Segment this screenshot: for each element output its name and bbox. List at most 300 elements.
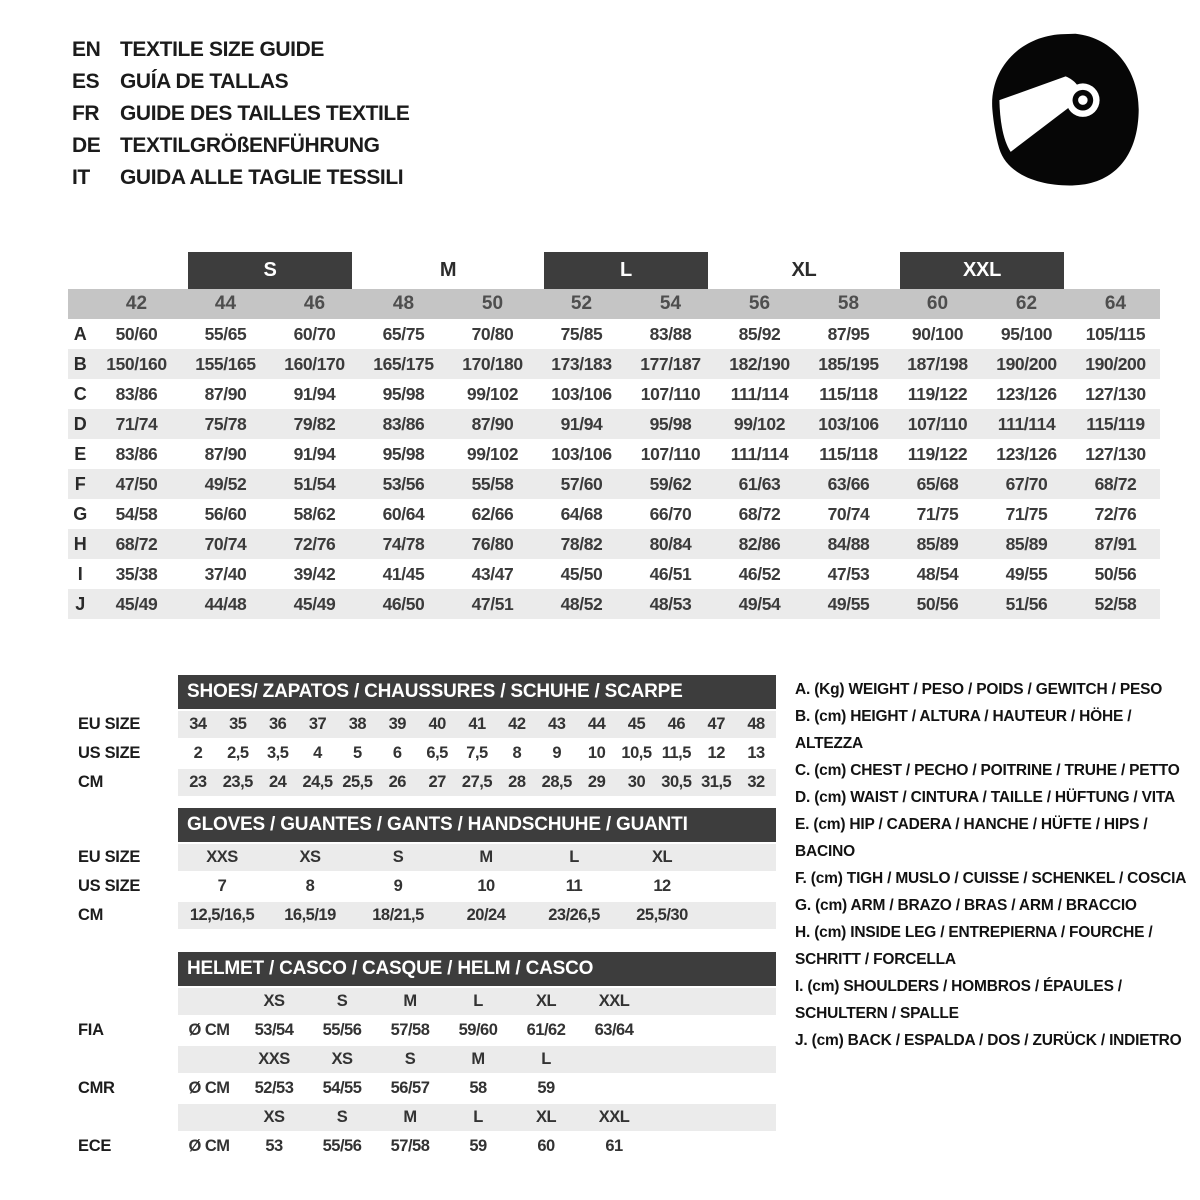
measure-value: 111/114 xyxy=(997,413,1056,434)
size-value: 12 xyxy=(653,877,671,895)
measure-value: 79/82 xyxy=(293,413,336,434)
standard-label: FIA xyxy=(78,1021,104,1039)
language-code: ES xyxy=(72,70,100,93)
row-values xyxy=(178,740,776,767)
measure-value: 46/50 xyxy=(382,593,425,614)
shoes-rows-2 xyxy=(60,769,776,796)
size-value: 39 xyxy=(388,715,406,733)
row-label-spacer xyxy=(60,988,178,1015)
measure-value: 66/70 xyxy=(649,503,692,524)
measure-value: 48/53 xyxy=(649,593,692,614)
helmet-size-value: 53 xyxy=(265,1137,283,1155)
size-value: 45 xyxy=(627,715,646,733)
measure-value: 71/74 xyxy=(115,413,158,434)
numeric-size: 54 xyxy=(659,293,682,314)
measure-value: 84/88 xyxy=(827,533,870,554)
row-letter: E xyxy=(74,443,86,464)
size-value: 11 xyxy=(565,877,583,895)
measure-value: 48/54 xyxy=(916,563,959,584)
size-value: 3,5 xyxy=(266,744,289,762)
size-value: 35 xyxy=(229,715,247,733)
helmet-sizes-row xyxy=(60,1104,776,1131)
row-label-spacer xyxy=(60,1046,178,1073)
measure-value: 47/50 xyxy=(115,473,158,494)
helmet-values xyxy=(178,1075,776,1102)
helmet-rows xyxy=(60,988,776,1160)
size-value: 6,5 xyxy=(426,744,448,762)
helmet-size-value: 55/56 xyxy=(322,1021,362,1039)
gloves-rows-0 xyxy=(60,844,776,871)
title-spacer xyxy=(60,808,178,842)
measure-value: 99/102 xyxy=(466,383,519,404)
measure-value: 76/80 xyxy=(471,533,514,554)
helmet-size-label: XL xyxy=(535,992,557,1010)
helmet-size-label: S xyxy=(336,1108,348,1126)
size-value: 7 xyxy=(217,877,227,895)
language-row xyxy=(72,162,409,194)
size-value: 31,5 xyxy=(701,773,732,791)
measure-value: 150/160 xyxy=(106,353,167,374)
numeric-size: 42 xyxy=(125,293,148,314)
legend-item: F. (cm) TIGH / MUSLO / CUISSE / SCHENKEL / COSCIA xyxy=(795,870,1187,887)
numeric-size: 52 xyxy=(570,293,593,314)
size-value: 26 xyxy=(388,773,406,791)
row-letter: A xyxy=(73,323,87,344)
helmet-size-value: 55/56 xyxy=(322,1137,362,1155)
helmet-size-value: 53/54 xyxy=(254,1021,294,1039)
measure-value: 50/56 xyxy=(916,593,959,614)
measure-value: 127/130 xyxy=(1085,383,1146,404)
measure-value: 43/47 xyxy=(471,563,514,584)
legend-item: A. (Kg) WEIGHT / PESO / POIDS / GEWITCH / PESO xyxy=(795,681,1163,698)
measure-value: 115/119 xyxy=(1086,413,1145,434)
size-value: 16,5/19 xyxy=(284,906,336,924)
size-value: 44 xyxy=(587,715,606,733)
row-letter: J xyxy=(75,593,85,614)
measure-value: 91/94 xyxy=(560,413,603,434)
size-value: 9 xyxy=(393,877,403,895)
numeric-size: 46 xyxy=(303,293,326,314)
helmet-size-label: XXS xyxy=(258,1050,290,1068)
measure-value: 87/91 xyxy=(1094,533,1137,554)
helmet-values xyxy=(178,1133,776,1160)
measure-value: 83/86 xyxy=(115,383,158,404)
measurement-legend xyxy=(795,676,1187,1054)
measure-row-f xyxy=(68,469,1160,499)
numeric-size: 64 xyxy=(1104,293,1127,314)
gloves-rows-1 xyxy=(60,873,776,900)
measure-value: 95/98 xyxy=(382,443,425,464)
language-row xyxy=(72,130,409,162)
row-letter: D xyxy=(73,413,87,434)
measure-value: 35/38 xyxy=(115,563,158,584)
language-row xyxy=(72,34,409,66)
helmet-size-label: XS xyxy=(263,1108,285,1126)
language-list xyxy=(72,34,409,194)
measure-value: 65/75 xyxy=(382,323,425,344)
numeric-size: 50 xyxy=(481,293,504,314)
language-row xyxy=(72,66,409,98)
helmet-size-label: M xyxy=(403,992,417,1010)
helmet-size-value: 57/58 xyxy=(390,1021,430,1039)
size-value: 20/24 xyxy=(466,906,506,924)
measure-value: 87/95 xyxy=(827,323,870,344)
measure-value: 85/92 xyxy=(738,323,781,344)
row-letter: B xyxy=(73,353,87,374)
helmet-size-label: XXL xyxy=(598,1108,630,1126)
measure-value: 127/130 xyxy=(1085,443,1146,464)
gloves-title-bar: GLOVES / GUANTES / GANTS / HANDSCHUHE / GUANTI xyxy=(178,808,776,842)
size-value: 48 xyxy=(747,715,765,733)
size-value: 27,5 xyxy=(461,773,493,791)
helmet-size-value: 52/53 xyxy=(254,1079,294,1097)
helmet-size-value: 56/57 xyxy=(390,1079,430,1097)
measure-value: 119/122 xyxy=(907,383,968,404)
measure-value: 49/54 xyxy=(738,593,781,614)
size-value: 18/21,5 xyxy=(372,906,424,924)
size-value: 10,5 xyxy=(621,744,652,762)
helmet-size-value: 60 xyxy=(537,1137,555,1155)
size-value: 42 xyxy=(508,715,526,733)
measure-value: 95/100 xyxy=(1000,323,1053,344)
measure-value: 119/122 xyxy=(907,443,968,464)
helmet-size-value: 61 xyxy=(605,1137,623,1155)
row-letter: F xyxy=(74,473,86,494)
measure-value: 173/183 xyxy=(551,353,612,374)
helmet-sizes xyxy=(178,1104,776,1131)
measure-value: 56/60 xyxy=(204,503,247,524)
size-value: 8 xyxy=(305,877,315,895)
measure-value: 91/94 xyxy=(293,383,336,404)
size-value: 38 xyxy=(348,715,367,733)
standard-label: CMR xyxy=(78,1079,115,1097)
size-value: 8 xyxy=(512,744,522,762)
size-value: 30,5 xyxy=(661,773,692,791)
helmet-size-label: XS xyxy=(263,992,285,1010)
measure-value: 111/114 xyxy=(730,443,789,464)
helmet-size-label: XXL xyxy=(598,992,630,1010)
measure-value: 105/115 xyxy=(1085,323,1146,344)
measure-value: 59/62 xyxy=(649,473,692,494)
measure-value: 103/106 xyxy=(551,383,612,404)
size-value: 7,5 xyxy=(466,744,488,762)
measure-value: 49/55 xyxy=(1005,563,1048,584)
row-values xyxy=(178,902,776,929)
size-value: 28,5 xyxy=(541,773,572,791)
size-value: 10 xyxy=(587,744,606,762)
size-group-label-s: S xyxy=(188,252,352,289)
helmet-size-value: 59/60 xyxy=(458,1021,498,1039)
row-label-spacer xyxy=(60,1104,178,1131)
measure-row-e xyxy=(68,439,1160,469)
size-value: 5 xyxy=(353,744,362,762)
measure-value: 68/72 xyxy=(738,503,781,524)
textile-size-table xyxy=(68,252,1160,619)
measure-value: 70/80 xyxy=(471,323,514,344)
size-group-label-l: L xyxy=(544,252,708,289)
row-label: CM xyxy=(78,773,104,791)
measure-value: 58/62 xyxy=(293,503,336,524)
helmet-table xyxy=(60,952,776,1160)
diameter-unit: Ø CM xyxy=(188,1021,230,1039)
size-group-label-m: M xyxy=(439,259,457,281)
legend-item: J. (cm) BACK / ESPALDA / DOS / ZURÜCK / INDIETRO xyxy=(795,1032,1182,1049)
size-group-label-xl: XL xyxy=(791,259,817,281)
measure-value: 41/45 xyxy=(382,563,425,584)
measure-value: 50/56 xyxy=(1094,563,1137,584)
measure-value: 55/65 xyxy=(204,323,247,344)
row-values xyxy=(178,769,776,796)
shoes-table xyxy=(60,675,776,796)
measure-value: 70/74 xyxy=(827,503,870,524)
size-value: 23 xyxy=(189,773,207,791)
measure-value: 91/94 xyxy=(293,443,336,464)
helmet-sizes xyxy=(178,1046,776,1073)
diameter-unit: Ø CM xyxy=(188,1137,230,1155)
size-value: XS xyxy=(299,848,321,866)
measure-value: 83/86 xyxy=(115,443,158,464)
numeric-size: 58 xyxy=(837,293,860,314)
measure-value: 57/60 xyxy=(560,473,603,494)
size-value: 47 xyxy=(707,715,725,733)
measure-value: 103/106 xyxy=(551,443,612,464)
language-code: EN xyxy=(72,38,101,61)
helmet-title-row xyxy=(60,952,776,986)
helmet-size-label: L xyxy=(541,1050,551,1068)
measure-value: 65/68 xyxy=(916,473,959,494)
size-value: 37 xyxy=(308,715,327,733)
row-values xyxy=(178,844,776,871)
measure-value: 44/48 xyxy=(204,593,247,614)
accessory-tables xyxy=(60,675,776,1160)
measure-value: 75/85 xyxy=(560,323,603,344)
measure-value: 99/102 xyxy=(733,413,786,434)
measure-row-h xyxy=(68,529,1160,559)
shoes-rows-0 xyxy=(60,711,776,738)
measure-value: 170/180 xyxy=(462,353,523,374)
legend-item: I. (cm) SHOULDERS / HOMBROS / ÉPAULES / SCHULTERN / SPALLE xyxy=(795,978,1122,1022)
helmet-size-label: M xyxy=(403,1108,417,1126)
helmet-size-label: XS xyxy=(331,1050,353,1068)
gloves-title-row xyxy=(60,808,776,842)
size-value: 25,5 xyxy=(342,773,373,791)
size-value: 12,5/16,5 xyxy=(189,906,255,924)
measure-value: 107/110 xyxy=(640,443,701,464)
measure-value: 190/200 xyxy=(996,353,1057,374)
helmet-size-label: S xyxy=(404,1050,416,1068)
size-value: 2 xyxy=(193,744,203,762)
helmet-sizes-row xyxy=(60,1046,776,1073)
measure-value: 123/126 xyxy=(996,443,1057,464)
size-value: 30 xyxy=(627,773,646,791)
size-value: 10 xyxy=(477,877,495,895)
measure-row-j xyxy=(68,589,1160,619)
row-letter: H xyxy=(73,533,87,554)
helmet-size-label: L xyxy=(473,992,483,1010)
measure-value: 103/106 xyxy=(818,413,879,434)
size-value: 23,5 xyxy=(222,773,253,791)
row-letter: G xyxy=(73,503,87,524)
measure-row-i xyxy=(68,559,1160,589)
measure-value: 68/72 xyxy=(1094,473,1137,494)
numeric-size: 56 xyxy=(748,293,771,314)
language-row xyxy=(72,98,409,130)
measure-value: 68/72 xyxy=(115,533,158,554)
measure-value: 52/58 xyxy=(1094,593,1137,614)
measure-value: 123/126 xyxy=(996,383,1057,404)
measure-value: 155/165 xyxy=(195,353,256,374)
helmet-values-row-cmr xyxy=(60,1075,776,1102)
size-value: 36 xyxy=(268,715,287,733)
measure-value: 83/86 xyxy=(382,413,425,434)
legend-list xyxy=(795,676,1187,1054)
size-value: 34 xyxy=(189,715,207,733)
legend-item: G. (cm) ARM / BRAZO / BRAS / ARM / BRACCIO xyxy=(795,897,1137,914)
measure-value: 70/74 xyxy=(204,533,247,554)
size-value: 46 xyxy=(667,715,685,733)
measure-value: 60/70 xyxy=(293,323,336,344)
measure-value: 64/68 xyxy=(560,503,603,524)
shoes-rows-1 xyxy=(60,740,776,767)
gloves-rows xyxy=(60,844,776,929)
legend-item: C. (cm) CHEST / PECHO / POITRINE / TRUHE / PETTO xyxy=(795,762,1180,779)
measure-value: 51/54 xyxy=(293,473,336,494)
size-value: 41 xyxy=(468,715,486,733)
size-value: M xyxy=(479,848,493,866)
measure-value: 75/78 xyxy=(204,413,247,434)
measure-value: 185/195 xyxy=(818,353,879,374)
measure-value: 53/56 xyxy=(382,473,425,494)
size-value: 27 xyxy=(428,773,446,791)
size-value: 9 xyxy=(552,744,562,762)
numeric-size: 60 xyxy=(926,293,949,314)
measure-value: 72/76 xyxy=(293,533,336,554)
measure-value: 177/187 xyxy=(640,353,701,374)
size-value: 32 xyxy=(747,773,765,791)
measure-value: 46/51 xyxy=(649,563,692,584)
size-value: S xyxy=(392,848,404,866)
diameter-unit: Ø CM xyxy=(188,1079,230,1097)
size-value: 6 xyxy=(392,744,402,762)
helmet-size-label: S xyxy=(336,992,348,1010)
row-letter: I xyxy=(77,563,83,584)
helmet-size-value: 54/55 xyxy=(322,1079,362,1097)
helmet-sizes xyxy=(178,988,776,1015)
size-group-label-xxl: XXL xyxy=(900,252,1064,289)
helmet-values xyxy=(178,1017,776,1044)
measure-value: 60/64 xyxy=(382,503,425,524)
size-value: L xyxy=(569,848,579,866)
helmet-size-label: XL xyxy=(535,1108,557,1126)
size-value: 28 xyxy=(508,773,526,791)
title-spacer xyxy=(60,952,178,986)
measure-value: 95/98 xyxy=(382,383,425,404)
title-spacer xyxy=(60,675,178,709)
measure-value: 67/70 xyxy=(1005,473,1048,494)
measure-value: 182/190 xyxy=(729,353,790,374)
language-code: IT xyxy=(72,166,90,189)
size-value: 2,5 xyxy=(227,744,249,762)
shoes-title-row xyxy=(60,675,776,709)
helmet-size-label: L xyxy=(473,1108,483,1126)
language-title: TEXTILGRÖßENFÜHRUNG xyxy=(120,134,380,157)
measure-value: 190/200 xyxy=(1085,353,1146,374)
measure-value: 49/52 xyxy=(204,473,247,494)
size-value: 11,5 xyxy=(661,744,691,762)
measure-value: 90/100 xyxy=(911,323,964,344)
legend-item: H. (cm) INSIDE LEG / ENTREPIERNA / FOURCHE / SCHRITT / FORCELLA xyxy=(795,924,1153,968)
measure-value: 107/110 xyxy=(640,383,701,404)
helmet-size-value: 59 xyxy=(469,1137,487,1155)
measure-value: 115/118 xyxy=(819,383,878,404)
size-value: XL xyxy=(651,848,673,866)
helmet-values-row-ece xyxy=(60,1133,776,1160)
measure-value: 55/58 xyxy=(471,473,514,494)
measure-value: 83/88 xyxy=(649,323,692,344)
measure-value: 74/78 xyxy=(382,533,425,554)
measure-value: 111/114 xyxy=(730,383,789,404)
language-title: TEXTILE SIZE GUIDE xyxy=(120,38,324,61)
measure-value: 115/118 xyxy=(819,443,878,464)
measure-value: 46/52 xyxy=(738,563,781,584)
legend-item: D. (cm) WAIST / CINTURA / TAILLE / HÜFTUNG / VITA xyxy=(795,789,1175,806)
measure-value: 95/98 xyxy=(649,413,692,434)
measure-value: 62/66 xyxy=(471,503,514,524)
measure-value: 51/56 xyxy=(1005,593,1048,614)
measure-value: 50/60 xyxy=(115,323,158,344)
row-label: US SIZE xyxy=(78,744,141,762)
measure-value: 99/102 xyxy=(466,443,519,464)
gloves-rows-2 xyxy=(60,902,776,929)
row-label: EU SIZE xyxy=(78,715,141,733)
size-value: 25,5/30 xyxy=(636,906,688,924)
language-title: GUÍA DE TALLAS xyxy=(120,70,289,93)
standard-label: ECE xyxy=(78,1137,112,1155)
gloves-table xyxy=(60,808,776,929)
helmet-size-value: 57/58 xyxy=(390,1137,430,1155)
row-label: US SIZE xyxy=(78,877,141,895)
measure-value: 61/63 xyxy=(738,473,781,494)
helmet-values-row-fia xyxy=(60,1017,776,1044)
legend-item: B. (cm) HEIGHT / ALTURA / HAUTEUR / HÖHE / ALTEZZA xyxy=(795,708,1132,752)
measure-value: 87/90 xyxy=(204,383,247,404)
measure-value: 45/49 xyxy=(115,593,158,614)
measure-value: 54/58 xyxy=(115,503,158,524)
measure-value: 87/90 xyxy=(471,413,514,434)
measure-value: 71/75 xyxy=(1005,503,1048,524)
measure-row-g xyxy=(68,499,1160,529)
measure-value: 39/42 xyxy=(293,563,336,584)
helmet-size-value: 61/62 xyxy=(526,1021,566,1039)
size-value: 29 xyxy=(587,773,606,791)
measure-value: 82/86 xyxy=(738,533,781,554)
size-value: 23/26,5 xyxy=(548,906,600,924)
measure-value: 45/50 xyxy=(560,563,603,584)
measure-value: 48/52 xyxy=(560,593,603,614)
language-code: FR xyxy=(72,102,100,125)
measure-value: 47/53 xyxy=(827,563,870,584)
measure-rows xyxy=(68,319,1160,619)
size-value: 24 xyxy=(268,773,287,791)
size-value: 4 xyxy=(313,744,322,762)
numeric-size: 48 xyxy=(392,293,415,314)
helmet-sizes-row xyxy=(60,988,776,1015)
numeric-size: 62 xyxy=(1015,293,1038,314)
measure-value: 187/198 xyxy=(907,353,968,374)
helmet-icon xyxy=(982,28,1146,192)
measure-row-d xyxy=(68,409,1160,439)
language-code: DE xyxy=(72,134,101,157)
